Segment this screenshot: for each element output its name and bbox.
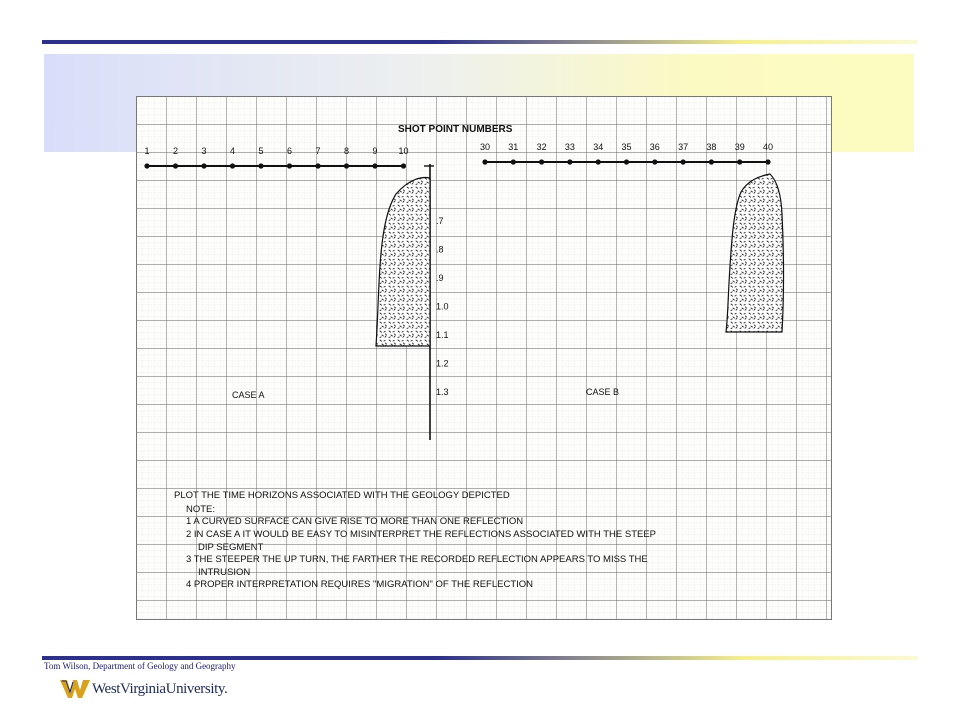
seismic-figure <box>136 96 832 620</box>
shot-point-a-label: 4 <box>229 146 236 156</box>
shot-point-b-marker <box>737 159 742 164</box>
shot-point-b-marker <box>539 159 544 164</box>
wvu-logo-text: WestVirginiaUniversity. <box>92 681 228 697</box>
shot-point-b-marker <box>652 159 657 164</box>
shot-point-a-label: 10 <box>398 146 409 156</box>
note-item: 3 THE STEEPER THE UP TURN, THE FARTHER THE RECORDED REFLECTION APPEARS TO MISS THE <box>186 554 648 565</box>
shot-point-b-marker <box>709 159 714 164</box>
bottom-divider-bar <box>42 656 918 660</box>
shot-point-b-label: 38 <box>706 142 717 152</box>
time-label: 1.2 <box>436 358 449 369</box>
shot-point-a-label: 6 <box>286 146 293 156</box>
shot-point-b-label: 33 <box>564 142 575 152</box>
shot-point-a-label: 1 <box>144 146 150 156</box>
shot-point-heading: SHOT POINT NUMBERS <box>398 124 513 135</box>
shot-point-b-marker <box>511 159 516 164</box>
shot-point-a-label: 8 <box>343 146 350 156</box>
shot-point-a-label: 9 <box>372 146 378 156</box>
time-label: .8 <box>436 244 444 255</box>
shot-point-b-marker <box>624 159 629 164</box>
shot-point-b-marker <box>596 159 601 164</box>
time-label: 1.3 <box>436 387 449 397</box>
shot-point-b-label: 40 <box>762 142 774 152</box>
shot-point-a-label: 7 <box>315 146 321 156</box>
time-label: 1.0 <box>436 301 449 312</box>
note-item: 4 PROPER INTERPRETATION REQUIRES "MIGRATION" OF THE REFLECTION <box>186 579 534 590</box>
shot-point-b-label: 39 <box>734 142 745 152</box>
footer-credit: Tom Wilson, Department of Geology and Geography <box>44 661 236 671</box>
shot-point-b-label: 36 <box>649 142 660 152</box>
top-divider-bar <box>42 40 918 44</box>
shot-point-b-label: 37 <box>678 142 689 152</box>
shot-point-a-label: 3 <box>201 146 207 156</box>
flying-wv-icon <box>60 678 90 700</box>
instructions-text: PLOT THE TIME HORIZONS ASSOCIATED WITH THE GEOLOGY DEPICTED <box>174 490 510 501</box>
shot-point-a-label: 2 <box>172 146 179 156</box>
shot-point-b-label: 30 <box>479 142 491 152</box>
shot-point-b-label: 32 <box>536 142 547 152</box>
shot-point-a-marker <box>258 163 263 168</box>
time-label: .7 <box>436 216 444 226</box>
case-b-label: CASE B <box>586 387 620 397</box>
shot-point-a-marker <box>315 163 320 168</box>
shot-point-a-marker <box>401 163 406 168</box>
shot-point-b-marker <box>681 159 686 164</box>
shot-point-a-label: 5 <box>258 146 264 156</box>
shot-point-a-marker <box>173 163 178 168</box>
shot-point-a-marker <box>230 163 235 168</box>
shot-point-b-label: 35 <box>621 142 632 152</box>
note-heading: NOTE: <box>186 504 216 515</box>
shot-point-a-marker <box>201 163 206 168</box>
shot-point-b-marker <box>482 159 487 164</box>
shot-point-a-marker <box>287 163 292 168</box>
shot-point-a-marker <box>144 163 149 168</box>
time-label: .9 <box>436 273 444 283</box>
note-item-continuation: DIP SEGMENT <box>198 542 264 553</box>
note-item-continuation: INTRUSION <box>198 567 251 578</box>
shot-point-a-marker <box>344 163 349 168</box>
note-item: 2 IN CASE A IT WOULD BE EASY TO MISINTERPRET THE REFLECTIONS ASSOCIATED WITH THE STEEP <box>186 529 657 540</box>
wvu-logo[interactable] <box>60 676 260 704</box>
shot-point-b-marker <box>567 159 572 164</box>
time-label: 1.1 <box>436 330 449 340</box>
shot-point-a-marker <box>372 163 377 168</box>
shot-point-b-marker <box>765 159 770 164</box>
case-a-label: CASE A <box>232 390 265 400</box>
shot-point-b-label: 34 <box>593 142 604 152</box>
shot-point-b-label: 31 <box>508 142 519 152</box>
note-item: 1 A CURVED SURFACE CAN GIVE RISE TO MORE THAN ONE REFLECTION <box>186 516 524 527</box>
